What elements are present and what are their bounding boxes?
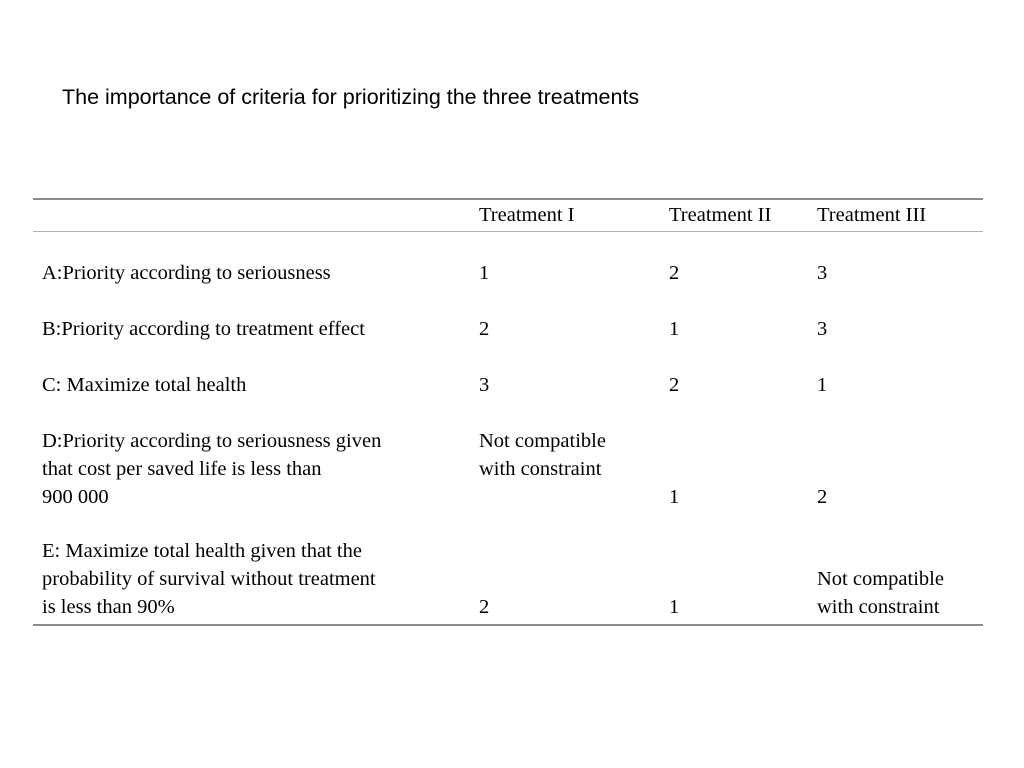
table-row [33,288,983,344]
criterion-cell: D:Priority according to seriousness given that cost per saved life is less than 900 000 [42,430,382,508]
page-title: The importance of criteria for prioritizing the three treatments [62,85,640,109]
treatment-2-cell: 1 [669,486,680,508]
treatment-3-cell: 1 [817,374,828,396]
treatment-2-cell: 2 [669,262,680,284]
treatment-3-cell: 3 [817,262,828,284]
treatment-2-cell: 2 [669,374,680,396]
treatment-2-cell: 1 [669,596,680,618]
criteria-table [33,198,983,626]
header-treatment-3: Treatment III [817,204,927,226]
criterion-cell: C: Maximize total health [42,374,247,396]
criterion-cell: A:Priority according to seriousness [42,262,331,284]
criterion-cell: E: Maximize total health given that the probability of survival without treatment is less than 90% [42,540,376,618]
treatment-1-cell: 2 [479,318,490,340]
treatment-1-cell: 1 [479,262,490,284]
criterion-cell: B:Priority according to treatment effect [42,318,365,340]
header-treatment-2: Treatment II [669,204,772,226]
table-header-row [33,200,983,232]
table-row [33,512,983,624]
table-row [33,232,983,288]
treatment-3-cell: 3 [817,318,828,340]
treatment-2-cell: 1 [669,318,680,340]
table-row [33,400,983,512]
table-row [33,344,983,400]
header-treatment-1: Treatment I [479,204,575,226]
treatment-3-cell: 2 [817,486,828,508]
treatment-1-cell: 3 [479,374,490,396]
treatment-3-cell: Not compatible with constraint [817,568,944,618]
treatment-1-cell: 2 [479,596,490,618]
treatment-1-cell: Not compatible with constraint [479,430,606,480]
